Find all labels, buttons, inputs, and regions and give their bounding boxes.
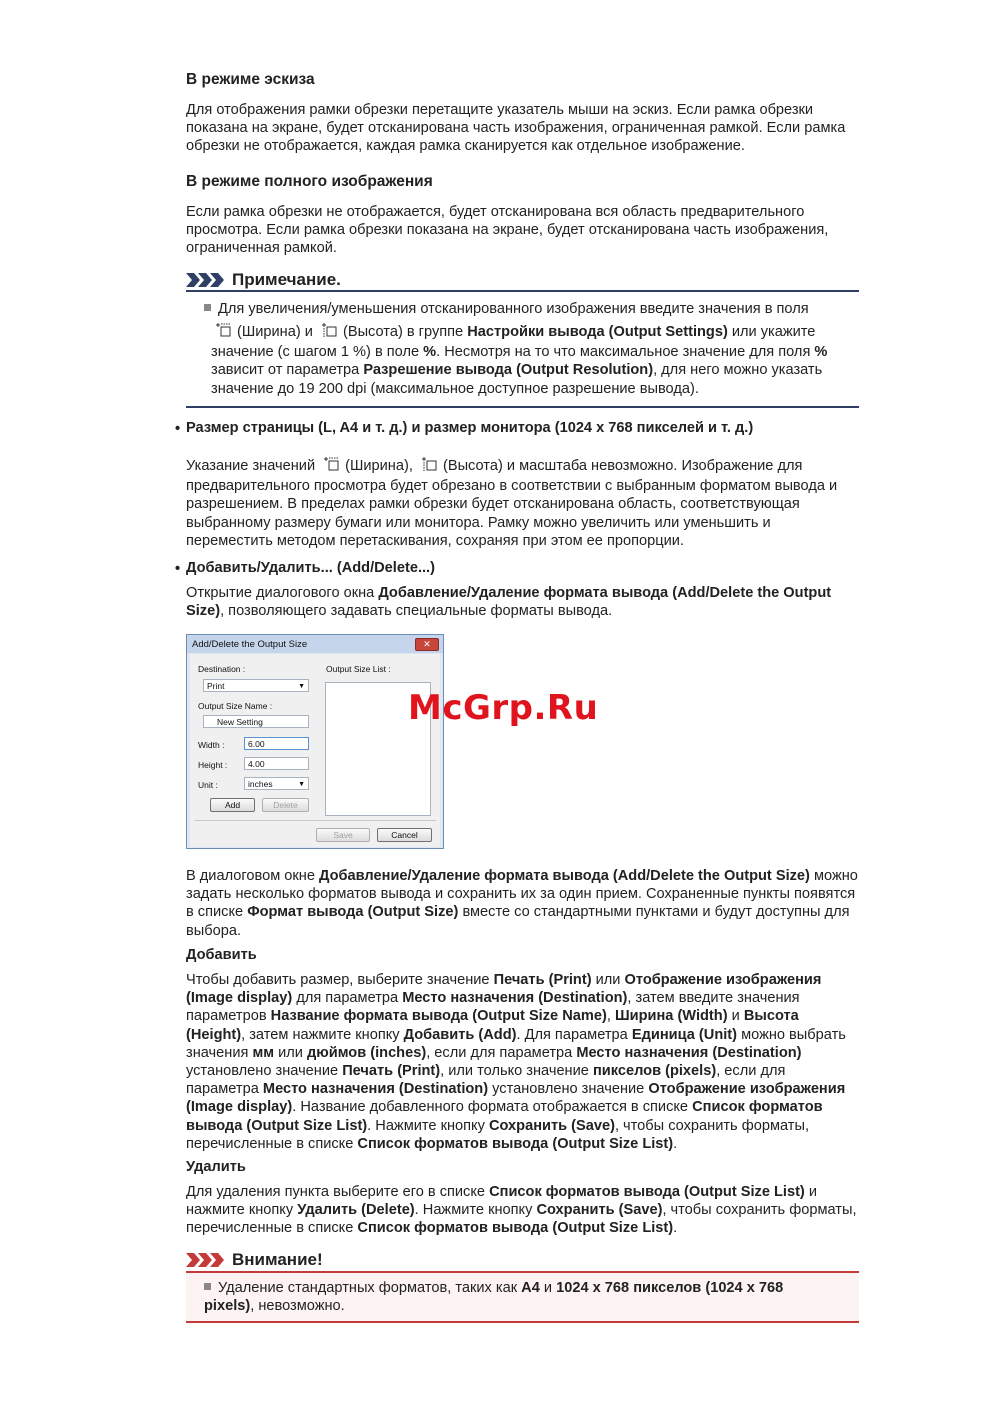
- add-b8: Единица (Unit): [631, 1026, 738, 1043]
- add-t16: . Название добавленного формата отображается в списке: [292, 1099, 689, 1116]
- del-t3: . Нажмите кнопку: [414, 1202, 533, 1219]
- caution-t1: Удаление стандартных форматов, таких как: [218, 1280, 518, 1296]
- bullet1-text-3: (Высота) и масштаба невозможно. Изображение для предварительного просмотра будет обрезано в соответствии с выбранным форматом вывода и разрешением. В пределах рамки обрезки будет отсканирована область, соответствующая выбранному размеру бумаги или монитора. Рамку можно увеличить или уменьшить и переместить методом перетаскивания, сохраняя при этом ее пропорции.: [186, 458, 838, 549]
- unit-label: Unit :: [198, 780, 218, 790]
- caution-arrows-icon: [186, 1253, 224, 1267]
- unit-select[interactable]: [244, 777, 309, 790]
- bullet1-text-1: Указание значений: [186, 458, 316, 474]
- note-arrows-icon: [186, 273, 224, 287]
- add-t11: , если для параметра: [426, 1044, 573, 1061]
- add-t3: для параметра: [296, 990, 399, 1007]
- caution-item: [204, 1279, 834, 1315]
- add-b2: Отображение изображения (Image display): [186, 972, 822, 1007]
- add-b11: Место назначения (Destination): [576, 1044, 802, 1061]
- bullet1-text-2: (Ширина),: [345, 458, 413, 474]
- caution-b2: 1024 x 768 пикселов (1024 x 768 pixels): [204, 1280, 784, 1315]
- add-t7: , затем нажмите кнопку: [241, 1026, 400, 1043]
- section-text-thumbnail: Для отображения рамки обрезки перетащите указатель мыши на эскиз. Если рамка обрезки показана на экране, будет отсканирована часть изображения, ограниченная рамкой. Если рамка обрезки не отображается, каждая рамка сканируется как отдельное изображение.: [186, 102, 846, 155]
- add-t4: , затем введите значения параметров: [186, 990, 800, 1025]
- unit-value: inches: [248, 779, 273, 789]
- add-text: [186, 971, 861, 1153]
- add-t15: установлено значение: [492, 1081, 645, 1098]
- del-t2: и нажмите кнопку: [186, 1184, 818, 1219]
- add-t8: . Для параметра: [516, 1026, 628, 1043]
- note-bold-output-settings: Настройки вывода (Output Settings): [467, 324, 728, 340]
- note-text-5: . Несмотря на то что максимальное значение для поля: [436, 344, 811, 361]
- note-bullet-icon: [204, 304, 211, 311]
- bullet2-bold-dialog-name: Добавление/Удаление формата вывода (Add/Delete the Output Size): [186, 585, 832, 620]
- add-b3: Место назначения (Destination): [402, 990, 628, 1007]
- width-icon: [323, 456, 339, 477]
- bullet1-heading: Размер страницы (L, A4 и т. д.) и размер монитора (1024 x 768 пикселей и т. д.): [186, 420, 754, 436]
- note-title-text: Примечание.: [232, 270, 341, 289]
- note-text-3: (Высота) в группе: [342, 324, 464, 340]
- add-b16: Список форматов вывода (Output Size List): [186, 1099, 823, 1134]
- caution-title-text: Внимание!: [232, 1250, 323, 1269]
- bullet2-heading: Добавить/Удалить... (Add/Delete...): [186, 560, 435, 576]
- output-size-name-label: Output Size Name :: [198, 701, 273, 711]
- output-size-list-label: Output Size List :: [326, 664, 391, 674]
- destination-select[interactable]: [203, 679, 309, 692]
- caution-bullet-icon: [204, 1283, 211, 1290]
- para3-bold-output-size: Формат вывода (Output Size): [247, 904, 459, 921]
- cancel-button[interactable]: Cancel: [377, 828, 432, 842]
- dialog-title: Add/Delete the Output Size: [192, 638, 308, 650]
- bullet2-text-1: Открытие диалогового окна: [186, 585, 375, 601]
- height-icon: [321, 322, 337, 343]
- para3-text-1: В диалоговом окне: [186, 868, 315, 884]
- add-b15: Отображение изображения (Image display): [186, 1081, 846, 1116]
- note-item-cont: [211, 322, 854, 398]
- del-b1: Список форматов вывода (Output Size List): [489, 1184, 805, 1200]
- caution-t2: и: [543, 1280, 553, 1296]
- note-text-2: (Ширина) и: [237, 324, 313, 340]
- add-b4: Название формата вывода (Output Size Name): [270, 1008, 607, 1025]
- bullet-dot: •: [175, 421, 181, 437]
- section-heading-thumbnail: В режиме эскиза: [186, 71, 315, 88]
- add-b12: Печать (Print): [342, 1063, 441, 1080]
- chevron-down-icon: ▼: [298, 683, 305, 690]
- output-size-name-input[interactable]: New Setting: [203, 715, 309, 728]
- section-text-whole-image: Если рамка обрезки не отображается, будет отсканирована вся область предварительного просмотра. Если рамка обрезки показана на экране, будет отсканирована часть изображения, ограниченная рамкой.: [186, 204, 829, 257]
- add-t19: .: [673, 1135, 678, 1152]
- del-t5: .: [673, 1220, 678, 1237]
- bullet1-text: [186, 456, 861, 550]
- add-b5: Ширина (Width): [614, 1008, 728, 1025]
- add-t2: или: [595, 972, 621, 988]
- para3-bold-dialog-name: Добавление/Удаление формата вывода (Add/Delete the Output Size): [319, 868, 810, 884]
- add-t5: ,: [606, 1008, 611, 1025]
- add-b14: Место назначения (Destination): [262, 1081, 489, 1098]
- note-bold-output-resolution: Разрешение вывода (Output Resolution): [363, 362, 654, 379]
- note-item: [204, 300, 854, 318]
- add-b1: Печать (Print): [493, 972, 592, 988]
- add-t1: Чтобы добавить размер, выберите значение: [186, 972, 490, 988]
- add-heading: Добавить: [186, 947, 257, 963]
- add-b17: Сохранить (Save): [488, 1117, 615, 1134]
- add-b9: мм: [252, 1044, 275, 1061]
- note-text-4: или укажите значение (с шагом 1 %) в поле: [211, 324, 816, 361]
- add-t12: установлено значение: [186, 1063, 339, 1080]
- bullet2-text: [186, 584, 861, 620]
- height-label: Height :: [198, 760, 228, 770]
- note-title: [186, 270, 341, 290]
- del-b2: Удалить (Delete): [297, 1202, 415, 1219]
- add-delete-output-size-dialog: [186, 634, 444, 849]
- height-input[interactable]: 4.00: [244, 757, 309, 770]
- note-box: [186, 290, 859, 408]
- caution-box: [186, 1271, 859, 1323]
- delete-button[interactable]: Delete: [262, 798, 309, 812]
- note-text-1: Для увеличения/уменьшения отсканированного изображения введите значения в поля: [218, 301, 809, 317]
- add-b10: дюймов (inches): [307, 1044, 427, 1061]
- add-t18: , чтобы сохранить форматы, перечисленные в списке: [186, 1117, 809, 1152]
- watermark-logo: McGrp.Ru: [408, 688, 599, 728]
- para3-text-2: можно задать несколько форматов вывода и сохранить их за один прием. Сохраненные пункты появятся в списке: [186, 868, 858, 921]
- bullet2-text-2: , позволяющего задавать специальные форматы вывода.: [220, 603, 613, 620]
- width-input[interactable]: 6.00: [244, 737, 309, 750]
- note-text-7: , для него можно указать значение до 19 200 dpi (максимальное доступное разрешение вывода).: [211, 362, 823, 397]
- del-b4: Список форматов вывода (Output Size List): [357, 1220, 674, 1237]
- width-label: Width :: [198, 740, 225, 750]
- add-button[interactable]: Add: [210, 798, 255, 812]
- destination-value: Print: [207, 681, 225, 691]
- del-t1: Для удаления пункта выберите его в списке: [186, 1184, 486, 1200]
- delete-heading: Удалить: [186, 1159, 246, 1175]
- delete-text: [186, 1183, 861, 1238]
- note-bold-percent-2: %: [814, 344, 828, 361]
- para3-text-3: вместе со стандартными пунктами и будут доступны для выбора.: [186, 904, 850, 939]
- add-t6: и: [731, 1008, 740, 1025]
- caution-t3: , невозможно.: [250, 1298, 345, 1315]
- note-bold-percent-1: %: [423, 344, 437, 361]
- add-t14: , если для параметра: [186, 1063, 786, 1098]
- add-t17: . Нажмите кнопку: [367, 1117, 485, 1134]
- dialog-title-bar: [187, 635, 443, 653]
- close-icon[interactable]: ✕: [415, 638, 439, 651]
- del-t4: , чтобы сохранить форматы, перечисленные в списке: [186, 1202, 857, 1237]
- note-text-6: зависит от параметра: [211, 362, 360, 379]
- height-icon: [421, 456, 437, 477]
- add-t13: , или только значение: [440, 1063, 589, 1080]
- chevron-down-icon: ▼: [298, 781, 305, 788]
- add-b7: Добавить (Add): [403, 1026, 517, 1043]
- dialog-separator: [194, 820, 436, 821]
- bullet-dot: •: [175, 561, 181, 577]
- section-heading-whole-image: В режиме полного изображения: [186, 173, 433, 190]
- add-b13: пикселов (pixels): [592, 1063, 717, 1080]
- add-t10: или: [278, 1044, 303, 1061]
- dialog-body: [190, 654, 440, 847]
- width-icon: [215, 322, 231, 343]
- save-button[interactable]: Save: [316, 828, 370, 842]
- caution-title: [186, 1250, 323, 1270]
- add-b18: Список форматов вывода (Output Size List): [357, 1135, 674, 1152]
- add-b6: Высота (Height): [186, 1008, 799, 1043]
- dialog-description: [186, 867, 861, 940]
- add-t9: можно выбрать значения: [186, 1026, 846, 1061]
- destination-label: Destination :: [198, 664, 246, 674]
- del-b3: Сохранить (Save): [536, 1202, 663, 1219]
- caution-b1: A4: [521, 1280, 540, 1296]
